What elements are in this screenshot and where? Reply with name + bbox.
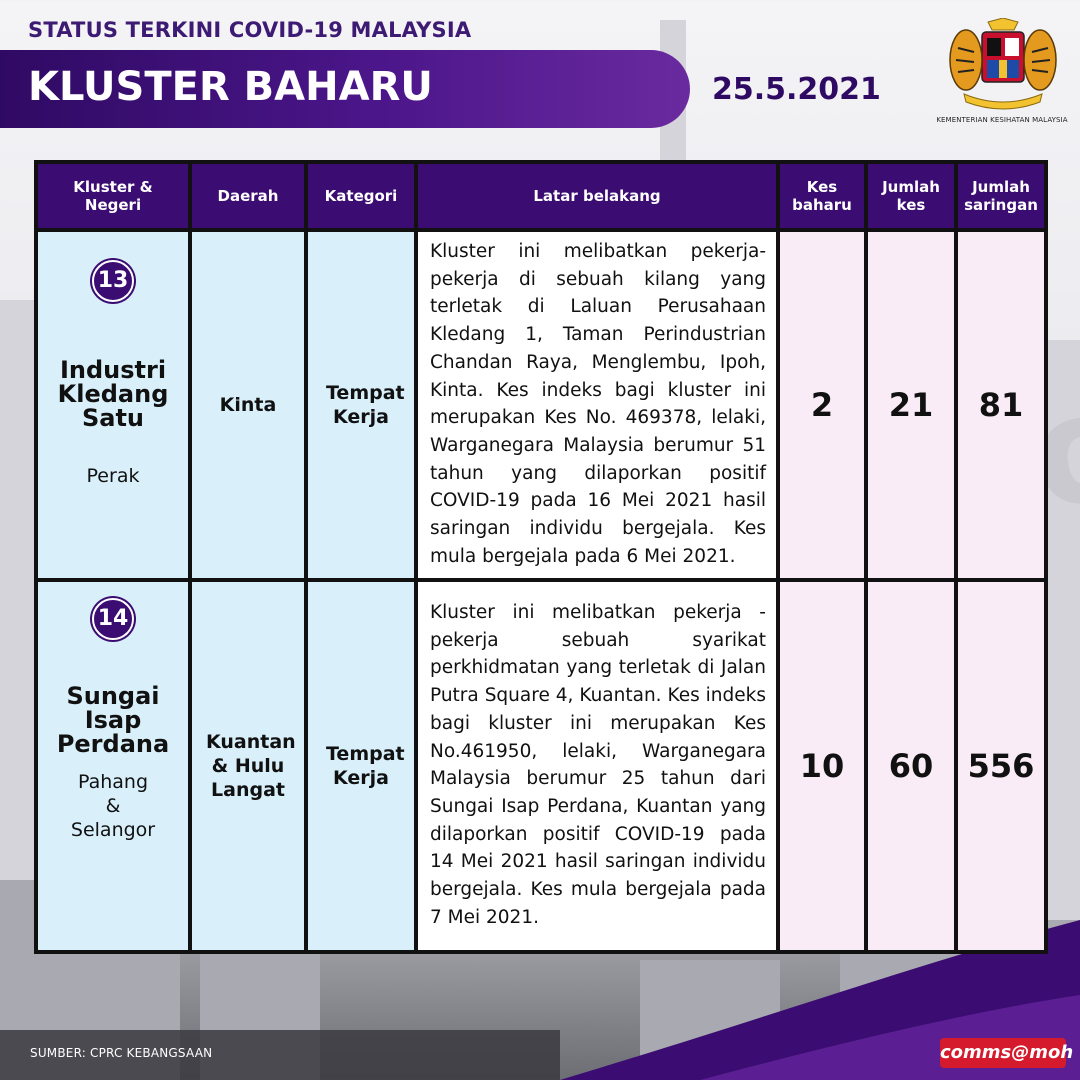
district-cell [190,230,306,580]
category-name: Tempat Kerja [326,382,405,429]
cluster-cell [36,230,190,580]
new-cases-value: 2 [778,230,866,580]
malaysia-coat-of-arms-icon [944,18,1062,112]
total-cases-value: 21 [866,230,956,580]
background-text: Kluster ini melibatkan pekerja-pekerja di sebuah kilang yang terletak di Laluan Perusahaan Kledang 1, Taman Perindustrian Chandan Raya, Menglembu, Ipoh, Kinta. Kes indeks bagi kluster ini merupakan Kes No. 469378, lelaki, Warganegara Malaysia berumur 51 tahun yang dilaporkan positif COVID-19 pada 16 Mei 2021 hasil saringan individu bergejala. Kes mula bergejala pada 6 Mei 2021. [430,241,766,567]
header-total-screening: Jumlah saringan [956,162,1046,230]
district-cell [190,580,306,952]
header-category: Kategori [306,162,416,230]
background-text: Kluster ini melibatkan pekerja - pekerja sebuah syarikat perkhidmatan yang terletak di Jalan Putra Square 4, Kuantan. Kes indeks bagi kluster ini merupakan Kes No.461950, lelaki, Warganegara Malaysia berumur 25 tahun dari Sungai Isap Perdana, Kuantan yang dilaporkan positif COVID-19 pada 14 Mei 2021 hasil saringan individu bergejala. Kes mula bergejala pada 7 Mei 2021. [430,602,766,928]
background-cell [416,230,778,580]
cluster-state: Pahang & Selangor [70,771,156,842]
status-heading: STATUS TERKINI COVID-19 MALAYSIA [28,18,472,42]
source-credit: SUMBER: CPRC KEBANGSAAN [30,1046,213,1060]
cluster-cell [36,580,190,952]
category-cell [306,580,416,952]
district-name: Kinta [219,394,277,417]
total-cases-value: 60 [866,580,956,952]
new-cases-value: 10 [778,580,866,952]
total-screening-value: 81 [956,230,1046,580]
page-title: KLUSTER BAHARU [28,64,433,110]
brand-badge: comms@moh [940,1038,1066,1068]
title-banner [0,50,690,128]
cluster-name: Industri Kledang Satu [57,356,169,432]
cluster-number-badge: 14 [92,598,134,640]
header-cluster: Kluster & Negeri [36,162,190,230]
table-row [36,580,1046,952]
cluster-name: Sungai Isap Perdana [56,682,170,759]
header-total-cases: Jumlah kes [866,162,956,230]
category-cell [306,230,416,580]
cluster-table [34,160,1048,954]
report-date: 25.5.2021 [712,72,881,107]
district-name: Kuantan & Hulu Langat [206,731,296,802]
header-new-cases: Kes baharu [778,162,866,230]
header-background: Latar belakang [416,162,778,230]
category-name: Tempat Kerja [326,743,405,790]
background-cell [416,580,778,952]
total-screening-value: 556 [956,580,1046,952]
cluster-state: Perak [86,465,140,487]
header-district: Daerah [190,162,306,230]
cluster-number-badge: 13 [92,260,134,302]
table-header-row [36,162,1046,230]
table-row [36,230,1046,580]
ministry-label: KEMENTERIAN KESIHATAN MALAYSIA [936,116,1068,124]
